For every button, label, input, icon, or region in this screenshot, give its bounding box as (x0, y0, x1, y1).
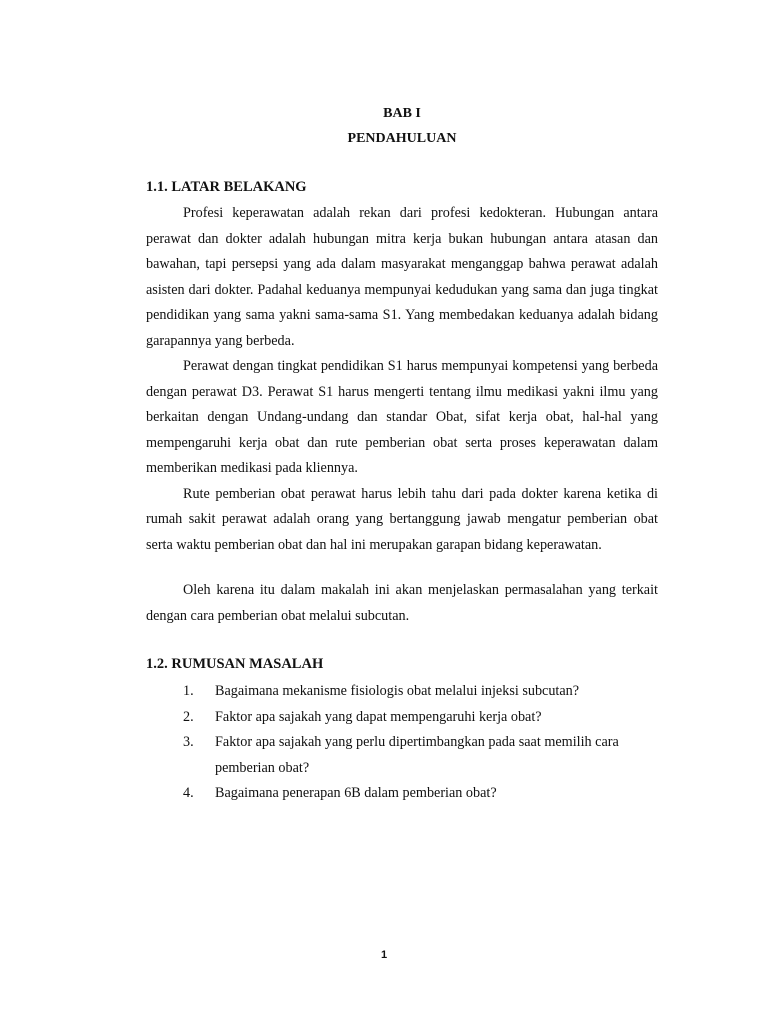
list-item-number: 3. (183, 734, 194, 750)
list-item (146, 730, 658, 781)
section-body-latar-belakang-closing (146, 578, 658, 629)
list-item (146, 781, 658, 807)
list-item-text: Faktor apa sajakah yang dapat mempengaruhi kerja obat? (215, 708, 542, 725)
list-item-number: 1. (183, 683, 194, 699)
paragraph: Profesi keperawatan adalah rekan dari profesi kedokteran. Hubungan antara perawat dan dokter adalah hubungan mitra kerja bukan hubungan antara atasan dan bawahan, tapi persepsi yang ada dalam masyarakat menganggap bahwa perawat adalah asisten dari dokter. Padahal keduanya mempunyai kedudukan yang sama dan juga tingkat pendidikan yang sama yakni sama-sama S1. Yang membedakan keduanya adalah bidang garapannya yang berbeda. (146, 205, 658, 349)
chapter-label: BAB I (383, 106, 421, 121)
section-body-latar-belakang (146, 201, 658, 558)
list-item-number: 4. (183, 785, 194, 801)
section-heading-latar-belakang: 1.1. LATAR BELAKANG (146, 179, 307, 195)
list-item (146, 679, 658, 705)
problem-statement-list (146, 679, 658, 807)
list-item-number: 2. (183, 708, 194, 725)
section-heading-rumusan-masalah: 1.2. RUMUSAN MASALAH (146, 656, 324, 672)
page-number: 1 (380, 949, 388, 961)
chapter-title: PENDAHULUAN (347, 131, 457, 146)
paragraph: Rute pemberian obat perawat harus lebih tahu dari pada dokter karena ketika di rumah sakit perawat adalah orang yang bertanggung jawab mengatur pemberian obat serta waktu pemberian obat dan hal ini merupakan garapan bidang keperawatan. (146, 485, 658, 553)
paragraph: Perawat dengan tingkat pendidikan S1 harus mempunyai kompetensi yang berbeda dengan perawat D3. Perawat S1 harus mengerti tentang ilmu medikasi yakni ilmu yang berkaitan dengan Undang-undang dan standar Obat, sifat kerja obat, hal-hal yang mempengaruhi kerja obat dan rute pemberian obat serta proses keperawatan dalam memberikan medikasi pada kliennya. (146, 358, 658, 476)
list-item-text: Faktor apa sajakah yang perlu dipertimbangkan pada saat memilih cara pemberian obat? (215, 734, 619, 776)
list-item-text: Bagaimana mekanisme fisiologis obat melalui injeksi subcutan? (215, 683, 580, 699)
list-item (146, 705, 658, 731)
list-item-text: Bagaimana penerapan 6B dalam pemberian obat? (215, 785, 497, 801)
paragraph: Oleh karena itu dalam makalah ini akan menjelaskan permasalahan yang terkait dengan cara pemberian obat melalui subcutan. (146, 582, 658, 624)
